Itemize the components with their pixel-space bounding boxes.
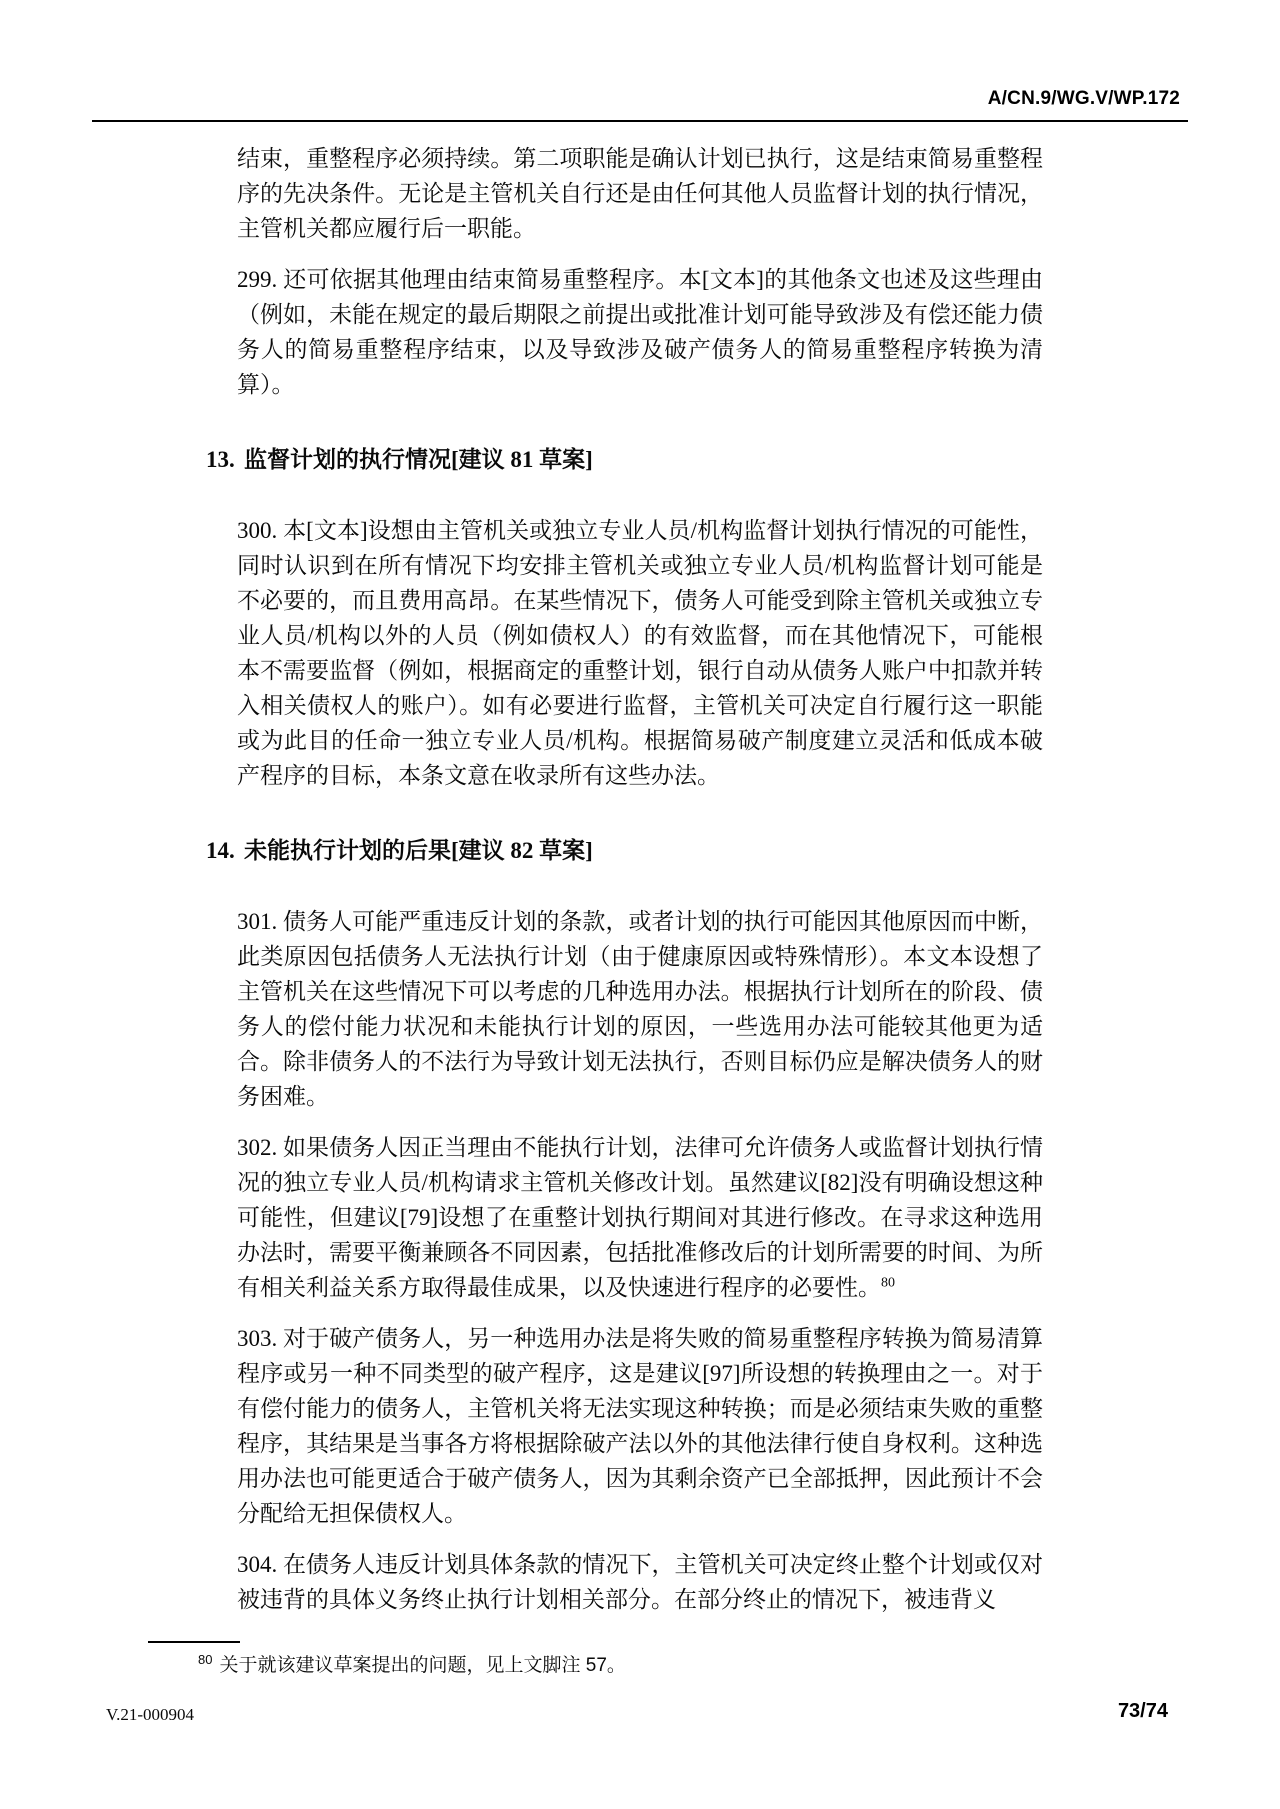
document-body [206,141,1043,1633]
paragraph-continuation: 结束，重整程序必须持续。第二项职能是确认计划已执行，这是结束简易重整程序的先决条件。无论是主管机关自行还是由任何其他人员监督计划的执行情况，主管机关都应履行后一职能。 [237,146,1043,241]
paragraph-303: 303. 对于破产债务人，另一种选用办法是将失败的简易重整程序转换为简易清算程序或另一种不同类型的破产程序，这是建议[97]所设想的转换理由之一。对于有偿付能力的债务人，主管机关将无法实现这种转换；而是必须结束失败的重整程序，其结果是当事各方将根据除破产法以外的其他法律行使自身权利。这种选用办法也可能更适合于破产债务人，因为其剩余资产已全部抵押，因此预计不会分配给无担保债权人。 [237,1326,1043,1526]
paragraph-302 [237,1130,1043,1305]
footnote-80 [198,1653,1043,1679]
section-title: 未能执行计划的后果[建议 82 草案] [244,838,593,863]
paragraph-301: 301. 债务人可能严重违反计划的条款，或者计划的执行可能因其他原因而中断，此类原因包括债务人无法执行计划（由于健康原因或特殊情形）。本文本设想了主管机关在这些情况下可以考虑的几种选用办法。根据执行计划所在的阶段、债务人的偿付能力状况和未能执行计划的原因，一些选用办法可能较其他更为适合。除非债务人的不法行为导致计划无法执行，否则目标仍应是解决债务人的财务困难。 [237,909,1043,1109]
document-job-number: V.21-000904 [106,1705,194,1724]
paragraph-300: 300. 本[文本]设想由主管机关或独立专业人员/机构监督计划执行情况的可能性，同时认识到在所有情况下均安排主管机关或独立专业人员/机构监督计划可能是不必要的，而且费用高昂。在某些情况下，债务人可能受到除主管机关或独立专业人员/机构以外的人员（例如债权人）的有效监督，而在其他情况下，可能根本不需要监督（例如，根据商定的重整计划，银行自动从债务人账户中扣款并转入相关债权人的账户）。如有必要进行监督，主管机关可决定自行履行这一职能或为此目的任命一独立专业人员/机构。根据简易破产制度建立灵活和低成本破产程序的目标，本条文意在收录所有这些办法。 [237,518,1043,788]
footnote-reference-80: 80 [881,1275,895,1291]
footnote-marker: 80 [198,1651,213,1667]
footnote-separator [148,1641,240,1643]
paragraph-299: 299. 还可依据其他理由结束简易重整程序。本[文本]的其他条文也述及这些理由（例如，未能在规定的最后期限之前提出或批准计划可能导致涉及有偿还能力债务人的简易重整程序结束，以及导致涉及破产债务人的简易重整程序转换为清算）。 [237,267,1043,397]
section-heading-14 [206,833,1043,868]
section-title: 监督计划的执行情况[建议 81 草案] [244,447,593,472]
header-rule [92,120,1188,122]
footnote-text: 关于就该建议草案提出的问题，见上文脚注 57。 [219,1655,626,1676]
section-number: 13. [206,447,235,472]
section-number: 14. [206,838,235,863]
section-heading-13 [206,442,1043,477]
page-number: 73/74 [1117,1700,1168,1722]
paragraph-304: 304. 在债务人违反计划具体条款的情况下，主管机关可决定终止整个计划或仅对被违背的具体义务终止执行计划相关部分。在部分终止的情况下，被违背义 [237,1552,1043,1612]
document-symbol: A/CN.9/WG.V/WP.172 [987,88,1180,109]
paragraph-302-text: 302. 如果债务人因正当理由不能执行计划，法律可允许债务人或监督计划执行情况的独立专业人员/机构请求主管机关修改计划。虽然建议[82]没有明确设想这种可能性，但建议[79]设想了在重整计划执行期间对其进行修改。在寻求这种选用办法时，需要平衡兼顾各不同因素，包括批准修改后的计划所需要的时间、为所有相关利益关系方取得最佳成果，以及快速进行程序的必要性。 [237,1135,1043,1300]
